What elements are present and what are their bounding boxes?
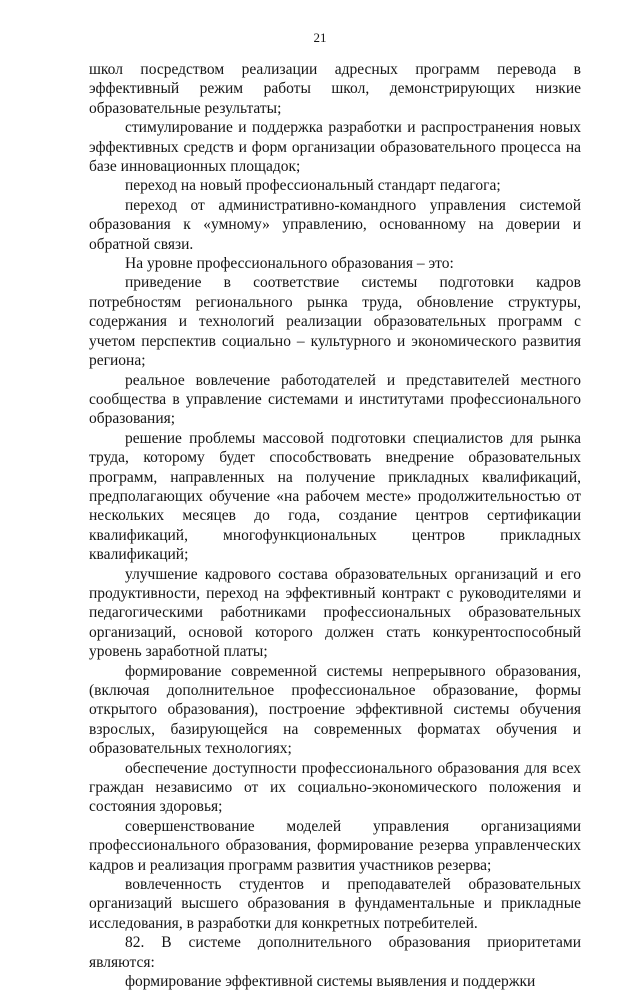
document-body: [89, 60, 581, 992]
paragraph: реальное вовлечение работодателей и представителей местного сообщества в управление системами и институтами профессионального образования;: [89, 371, 581, 428]
paragraph: переход на новый профессиональный стандарт педагога;: [125, 177, 501, 195]
paragraph: стимулирование и поддержка разработки и распространения новых эффективных средств и форм организации образовательного процесса на базе инновационных площадок;: [89, 119, 581, 176]
paragraph: вовлеченность студентов и преподавателей образовательных организаций высшего образования в фундаментальные и прикладные исследования, в разработки для конкретных потребителей.: [89, 876, 581, 932]
paragraph: улучшение кадрового состава образовательных организаций и его продуктивности, переход на эффективный контракт с руководителями и педагогическими работниками профессиональных образовательных организаций, основой которого должен стать конкурентоспособный уровень заработной платы;: [89, 565, 581, 661]
paragraph: переход от административно-командного управления системой образования к «умному» управлению, основанному на доверии и обратной связи.: [89, 196, 581, 253]
numbered-paragraph: 82. В системе дополнительного образования приоритетами являются:: [89, 934, 581, 971]
paragraph: решение проблемы массовой подготовки специалистов для рынка труда, которому будет способствовать внедрение образовательных программ, направленных на получение прикладных квалификаций, предполагающих обучение «на рабочем месте» продолжительностью от нескольких месяцев до года, создание центров сертификации квалификаций, многофункциональных центров прикладных квалификаций;: [89, 429, 581, 564]
paragraph: совершенствование моделей управления организациями профессионального образования, формирование резерва управленческих кадров и реализация программ развития участников резерва;: [89, 817, 581, 874]
paragraph: формирование современной системы непрерывного образования, (включая дополнительное профессиональное образование, формы открытого образования), построение эффективной системы обучения взрослых, базирующейся на современных форматах обучения и образовательных технологиях;: [89, 662, 581, 758]
paragraph-continuation: школ посредством реализации адресных программ перевода в эффективный режим работы школ, демонстрирующих низкие образовательные результаты;: [89, 61, 581, 117]
paragraph: приведение в соответствие системы подготовки кадров потребностям регионального рынка труда, обновление структуры, содержания и технологий реализации образовательных программ с учетом перспектив социально – культурного и экономического развития региона;: [89, 274, 581, 370]
section-intro: На уровне профессионального образования – это:: [125, 255, 454, 273]
paragraph: формирование эффективной системы выявления и поддержки: [125, 973, 536, 991]
paragraph: обеспечение доступности профессионального образования для всех граждан независимо от их социально-экономического положения и состояния здоровья;: [89, 759, 581, 816]
page-number: 21: [313, 30, 327, 45]
